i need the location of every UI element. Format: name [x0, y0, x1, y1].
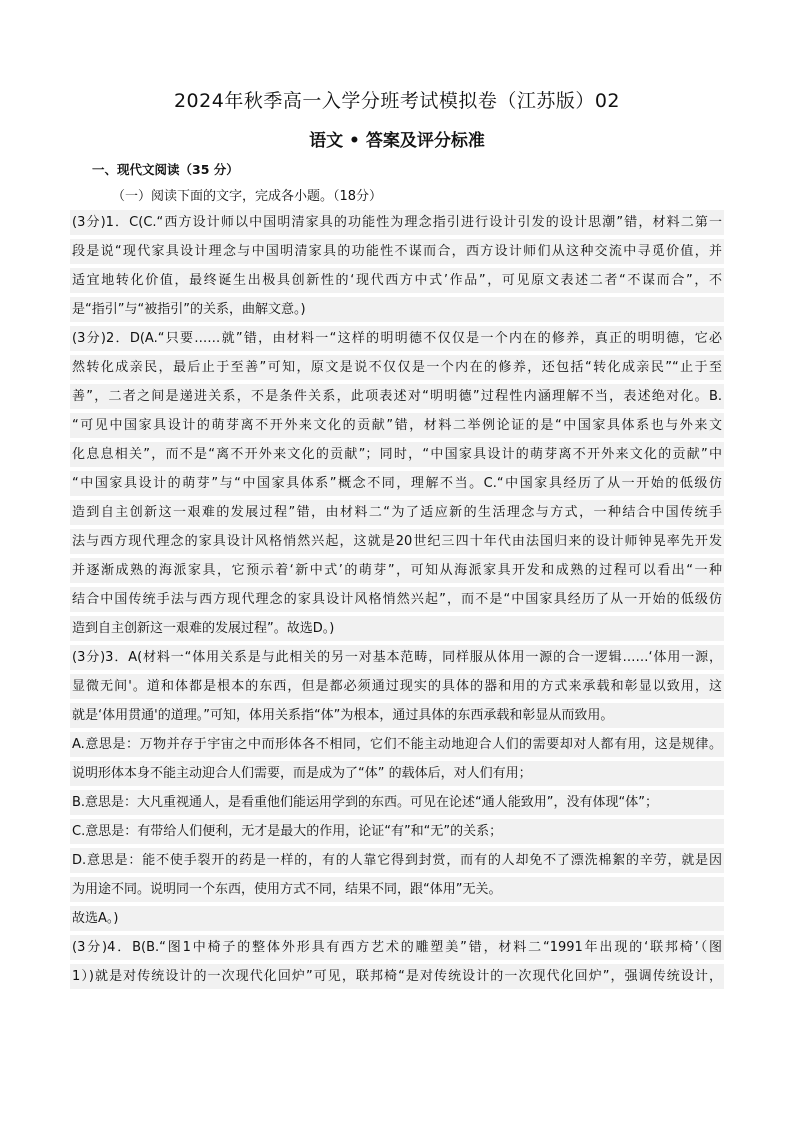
answer-line: 然转化成亲民，最后止于至善”可知，原文是说不仅仅是一个内在的修养，还包括“转化成亲民”“止于至 [70, 355, 724, 380]
answer-line: 显微无间'。道和体都是根本的东西，但是都必须通过现实的具体的器和用的方式来承载和彰显以致用，这 [70, 674, 724, 699]
answer-line: 适宜地转化价值，最终诞生出极具创新性的‘现代西方中式’作品”，可见原文表述二者“不谋而合”，不 [70, 268, 724, 293]
answer-line: 善”，二者之间是递进关系，不是条件关系，此项表述对“明明德”过程性内涵理解不当，表述绝对化。B. [70, 384, 724, 409]
answer-line: 1）)就是对传统设计的一次现代化回炉”可见，联邦椅“是对传统设计的一次现代化回炉”，强调传统设计， [70, 964, 724, 989]
answer-line: 化息息相关”，而不是“离不开外来文化的贡献”；同时，“中国家具设计的萌芽离不开外来文化的贡献”中 [70, 442, 724, 467]
answer-line: 为用途不同。说明同一个东西，使用方式不同，结果不同，跟“体用”无关。 [70, 877, 724, 902]
answer-line: 段是说“现代家具设计理念与中国明清家具的功能性不谋而合，西方设计师们从这种交流中寻觅价值，并 [70, 239, 724, 264]
answer-line: 就是‘体用贯通'的道理。”可知，体用关系指“体”为根本，通过具体的东西承载和彰显从而致用。 [70, 703, 724, 728]
section-subheading: （一）阅读下面的文字，完成各小题。（18分） [112, 189, 383, 204]
answer-line: 法与西方现代理念的家具设计风格悄然兴起，这就是20世纪三四十年代由法国归来的设计师钟晃率先开发 [70, 529, 724, 554]
answer-line: B.意思是：大凡重视通人，是看重他们能运用学到的东西。可见在论述“通人能致用”，没有体现“体”； [70, 790, 724, 815]
answer-line: 故选A。) [70, 906, 724, 931]
answer-body [70, 210, 724, 993]
answer-line: D.意思是：能不使手裂开的药是一样的，有的人靠它得到封赏，而有的人却免不了漂洗棉絮的辛劳，就是因 [70, 848, 724, 873]
answer-line: “中国家具设计的萌芽”与“中国家具体系”概念不同，理解不当。C.“中国家具经历了从一开始的低级仿 [70, 471, 724, 496]
document-title: 2024年秋季高一入学分班考试模拟卷（江苏版）02 [173, 90, 621, 112]
document-subtitle: 语文 • 答案及评分标准 [309, 131, 485, 151]
answer-line: 造到自主创新这一艰难的发展过程”。故选D。) [70, 616, 724, 641]
answer-line: (3分)4．B(B.“图1中椅子的整体外形具有西方艺术的雕塑美”错，材料二“1991年出现的‘联邦椅’（图 [70, 935, 724, 960]
answer-line: (3分)3．A(材料一“体用关系是与此相关的另一对基本范畴，同样服从体用一源的合一逻辑……‘体用一源， [70, 645, 724, 670]
section-heading: 一、现代文阅读（35 分） [92, 162, 239, 177]
answer-line: C.意思是：有带给人们便利，无才是最大的作用，论证“有”和“无”的关系； [70, 819, 724, 844]
answer-line: 结合中国传统手法与西方现代理念的家具设计风格悄然兴起”，而不是“中国家具经历了从一开始的低级仿 [70, 587, 724, 612]
answer-line: 造到自主创新这一艰难的发展过程”错，由材料二“为了适应新的生活理念与方式，一种结合中国传统手 [70, 500, 724, 525]
answer-line: 并逐渐成熟的海派家具，它预示着‘新中式’的萌芽”，可知从海派家具开发和成熟的过程可以看出“一种 [70, 558, 724, 583]
answer-line: “可见中国家具设计的萌芽离不开外来文化的贡献”错，材料二举例论证的是“中国家具体系也与外来文 [70, 413, 724, 438]
answer-line: 说明形体本身不能主动迎合人们需要，而是成为了“体” 的载体后，对人们有用； [70, 761, 724, 786]
answer-line: (3分)1．C(C.“西方设计师以中国明清家具的功能性为理念指引进行设计引发的设计思潮”错，材料二第一 [70, 210, 724, 235]
answer-line: A.意思是：万物并存于宇宙之中而形体各不相同，它们不能主动地迎合人们的需要却对人都有用，这是规律。 [70, 732, 724, 757]
answer-line: 是“指引”与“被指引”的关系，曲解文意。) [70, 297, 724, 322]
answer-line: (3分)2．D(A.“只要……就”错，由材料一“这样的明明德不仅仅是一个内在的修养，真正的明明德，它必 [70, 326, 724, 351]
